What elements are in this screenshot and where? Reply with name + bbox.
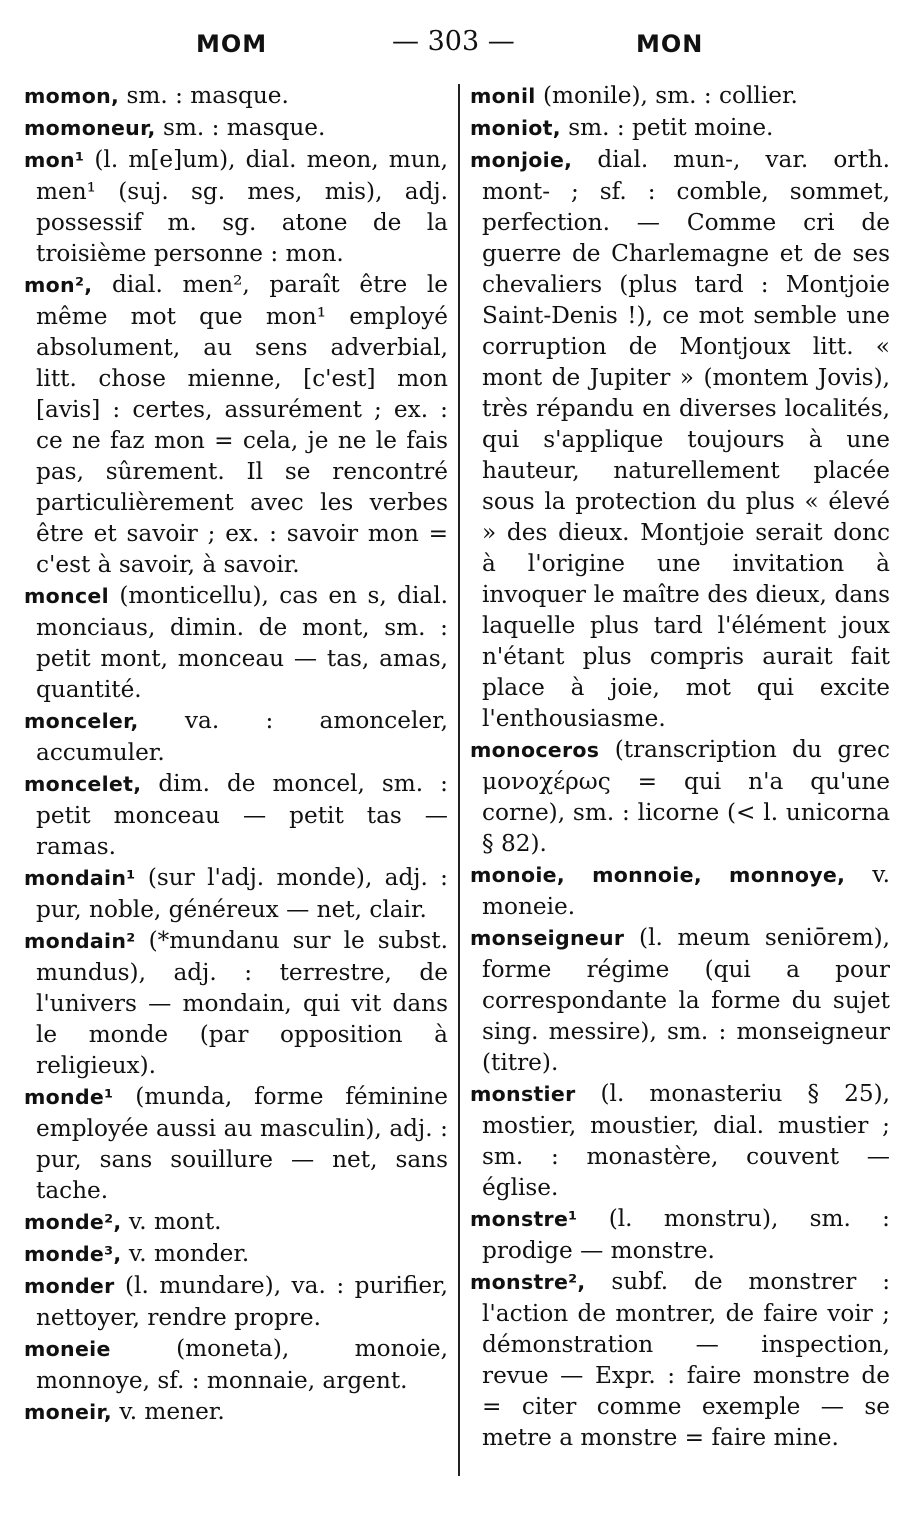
column-divider — [458, 84, 460, 1476]
dictionary-entry — [470, 1266, 890, 1453]
entry-headword: moniot, — [470, 116, 561, 140]
dictionary-entry — [470, 80, 890, 112]
running-head-right: MON — [636, 30, 704, 58]
entry-definition: sm. : masque. — [126, 82, 289, 109]
entry-definition: v. mont. — [128, 1208, 222, 1235]
dictionary-entry — [24, 705, 448, 768]
page-number: — 303 — — [392, 26, 515, 57]
dictionary-entry — [24, 580, 448, 705]
dictionary-entry — [470, 734, 890, 859]
entry-headword: monceler, — [24, 709, 139, 733]
entry-definition: v. moneie. — [482, 861, 891, 920]
entry-definition: va. : amonceler, accumuler. — [36, 707, 448, 766]
entry-definition: (moneta), monoie, monnoye, sf. : monnaie, argent. — [36, 1335, 448, 1394]
entry-definition: dial. mun-, var. orth. mont- ; sf. : comble, sommet, perfection. — Comme cri de guerre de Charlemagne et de ses chevaliers (plus tard : Montjoie Saint-Denis !), ce mot semble une corruption de Montjoux litt. « mont de Jupiter » (montem Jovis), très répandu en diverses localités, qui s'applique toujours à une hauteur, naturellement placée sous la protection du plus « élevé » des dieux. Montjoie serait donc à l'origine une invitation à invoquer le maître des dieux, dans laquelle plus tard l'élément joux n'étant plus compris aurait fait place à joie, mot qui excite l'enthousiasme. — [482, 146, 890, 732]
dictionary-entry — [24, 1206, 448, 1238]
entry-definition: (monile), sm. : collier. — [542, 82, 798, 109]
dictionary-entry — [24, 269, 448, 580]
entry-definition: (sur l'adj. monde), adj. : pur, noble, généreux — net, clair. — [36, 864, 448, 923]
running-head-left: MOM — [196, 30, 268, 58]
dictionary-entry — [24, 925, 448, 1081]
dictionary-entry — [24, 1081, 448, 1206]
entry-headword: moncel — [24, 584, 109, 608]
dictionary-entry — [470, 112, 890, 144]
entry-headword: monde¹ — [24, 1085, 114, 1109]
entry-headword: momoneur, — [24, 116, 156, 140]
entry-definition: dim. de moncel, sm. : petit monceau — petit tas — ramas. — [36, 770, 448, 860]
dictionary-entry — [470, 1203, 890, 1266]
dictionary-entry — [24, 80, 448, 112]
entry-definition: dial. men², paraît être le même mot que mon¹ employé absolument, au sens adverbial, litt. chose mienne, [c'est] mon [avis] : certes, assurément ; ex. : ce ne faz mon = cela, je ne le fais pas, sûrement. Il se rencontré particulièrement avec les verbes être et savoir ; ex. : savoir mon = c'est à savoir, à savoir. — [36, 271, 448, 578]
entry-headword: monstre¹ — [470, 1207, 578, 1231]
entry-headword: mon¹ — [24, 148, 85, 172]
entry-headword: mon², — [24, 273, 93, 297]
entry-definition: v. monder. — [128, 1240, 250, 1267]
entry-headword: monoie, monnoie, monnoye, — [470, 863, 846, 887]
entry-headword: monde³, — [24, 1242, 122, 1266]
entry-headword: monseigneur — [470, 926, 625, 950]
dictionary-entry — [24, 862, 448, 925]
right-column — [470, 80, 890, 1453]
dictionary-entry — [470, 859, 890, 922]
entry-headword: monder — [24, 1274, 115, 1298]
entry-headword: monstier — [470, 1082, 576, 1106]
entry-definition: (monticellu), cas en s, dial. monciaus, dimin. de mont, sm. : petit mont, monceau — tas, amas, quantité. — [36, 582, 448, 703]
entry-definition: (l. mundare), va. : purifier, nettoyer, rendre propre. — [36, 1272, 448, 1331]
entry-headword: monil — [470, 84, 536, 108]
entry-headword: mondain² — [24, 929, 136, 953]
entry-definition: (l. monstru), sm. : prodige — monstre. — [482, 1205, 890, 1264]
entry-definition: (l. monasteriu § 25), mostier, moustier, dial. mustier ; sm. : monastère, couvent — église. — [482, 1080, 891, 1201]
entry-definition: sm. : masque. — [162, 114, 326, 141]
dictionary-entry — [470, 922, 890, 1078]
dictionary-entry — [24, 1333, 448, 1396]
entry-headword: momon, — [24, 84, 120, 108]
entry-headword: monde², — [24, 1210, 122, 1234]
dictionary-entry — [470, 1078, 890, 1203]
entry-definition: (munda, forme féminine employée aussi au masculin), adj. : pur, sans souillure — net, sans tache. — [36, 1083, 449, 1204]
entry-headword: monstre², — [470, 1270, 586, 1294]
entry-definition: (transcription du grec μονοχέρως = qui n'a qu'une corne), sm. : licorne (< l. unicorna § 82). — [482, 736, 891, 857]
entry-definition: sm. : petit moine. — [568, 114, 774, 141]
left-column — [24, 80, 448, 1428]
entry-definition: subf. de monstrer : l'action de montrer, de faire voir ; démonstration — inspection, revue — Expr. : faire monstre de = citer comme exemple — se metre a monstre = faire mine. — [482, 1268, 890, 1451]
dictionary-entry — [24, 768, 448, 862]
dictionary-entry — [24, 144, 448, 269]
dictionary-entry — [24, 1238, 448, 1270]
dictionary-entry — [24, 112, 448, 144]
entry-headword: moneie — [24, 1337, 111, 1361]
entry-definition: (*mundanu sur le subst. mundus), adj. : terrestre, de l'univers — mondain, qui vit dans le monde (par opposition à religieux). — [36, 927, 448, 1079]
entry-headword: mondain¹ — [24, 866, 136, 890]
dictionary-entry — [24, 1396, 448, 1428]
entry-definition: v. mener. — [119, 1398, 225, 1425]
entry-headword: monoceros — [470, 738, 600, 762]
dictionary-entry — [470, 144, 890, 734]
entry-headword: moncelet, — [24, 772, 142, 796]
entry-headword: moneir, — [24, 1400, 112, 1424]
dictionary-entry — [24, 1270, 448, 1333]
entry-definition: (l. meum seniōrem), forme régime (qui a pour correspondante la forme du sujet sing. messire), sm. : monseigneur (titre). — [482, 924, 890, 1076]
entry-headword: monjoie, — [470, 148, 573, 172]
entry-definition: (l. m[e]um), dial. meon, mun, men¹ (suj. sg. mes, mis), adj. possessif m. sg. atone de la troisième personne : mon. — [36, 146, 449, 267]
